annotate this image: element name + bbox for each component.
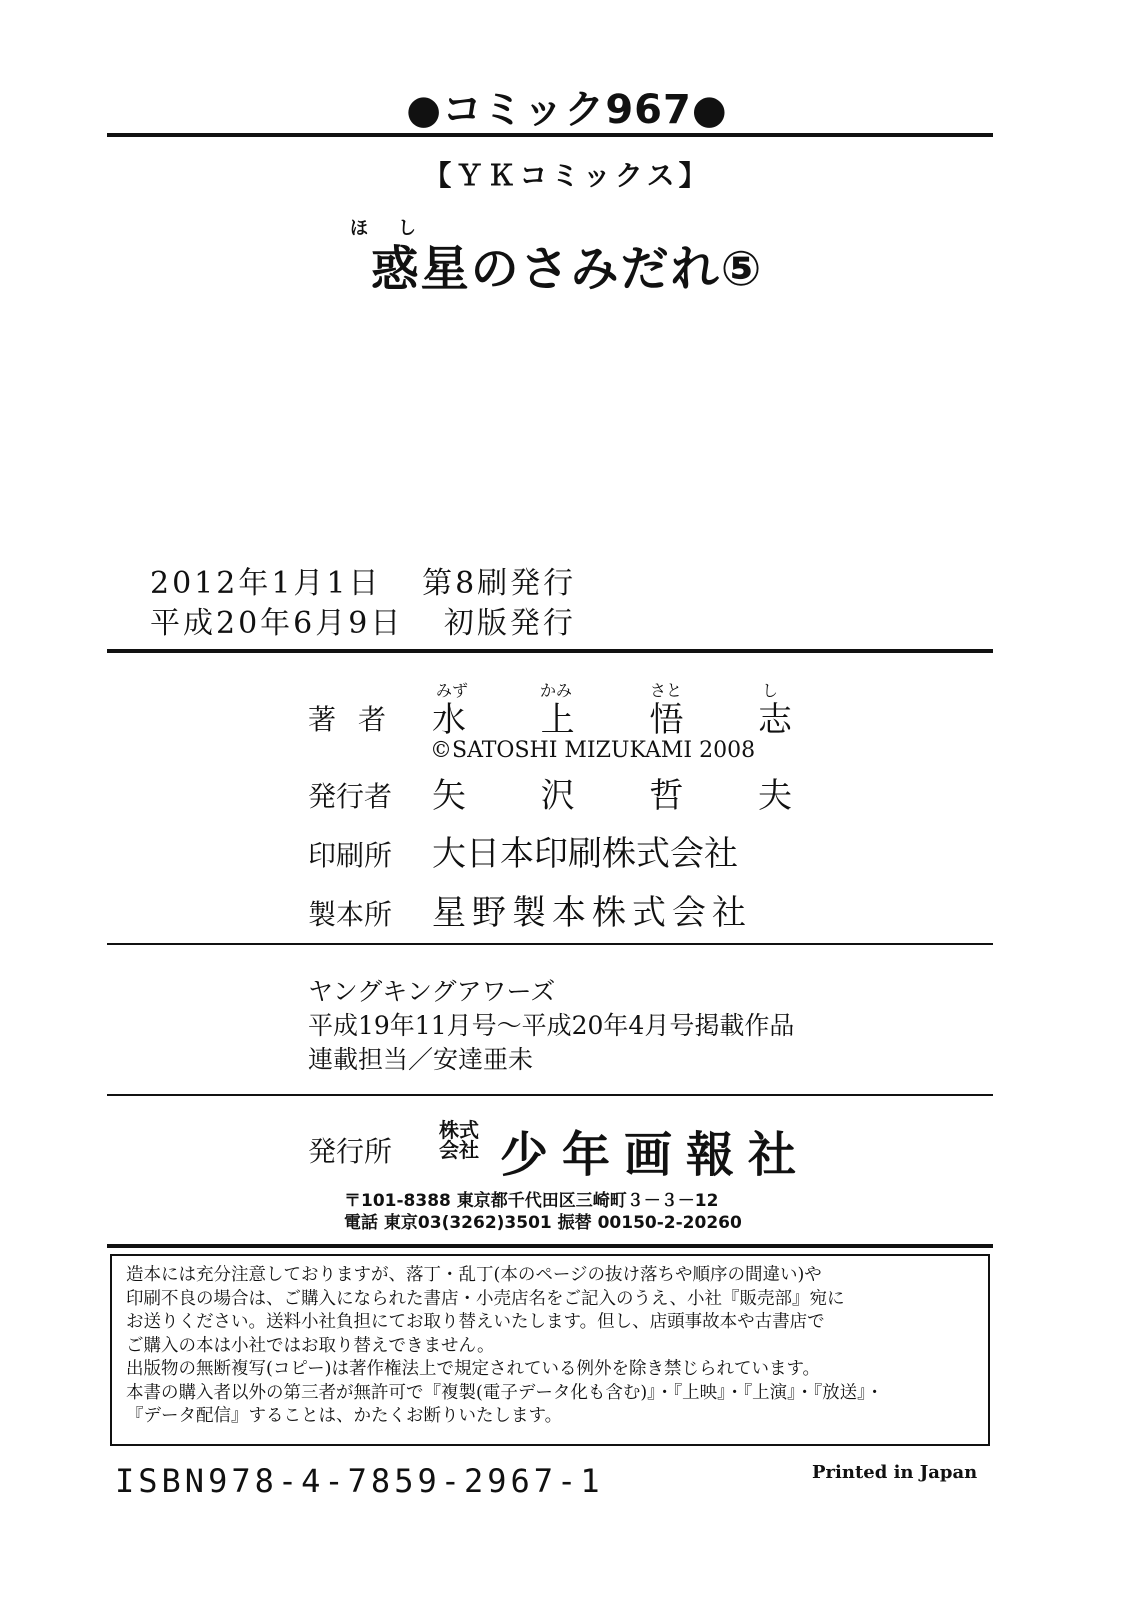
notice-line: 印刷不良の場合は、ご購入になられた書店・小売店名をご記入のうえ、小社『販売部』宛に (126, 1288, 845, 1309)
editor-credit: 連載担当／安達亜未 (308, 1045, 534, 1074)
author-furigana: かみ (540, 681, 573, 700)
publisher-name: 少年画報社 (500, 1127, 811, 1183)
author-furigana: みず (436, 681, 469, 700)
printed-in: Printed in Japan (812, 1462, 978, 1483)
binder-name: 星野製本株式会社 (432, 893, 752, 933)
date-event: 第8刷発行 (422, 566, 577, 601)
divider (107, 943, 993, 945)
divider (107, 133, 993, 137)
kabushiki-gaisha-mark: 株式 会社 (439, 1118, 479, 1162)
publisher-phone: 電話 東京03(3262)3501 振替 00150-2-20260 (344, 1213, 742, 1233)
date: 平成20年6月9日 (150, 606, 404, 641)
date-line (150, 558, 576, 602)
date: 2012年1月1日 (150, 566, 382, 601)
date-line (150, 598, 576, 642)
notice-line: 出版物の無断複写(コピー)は著作権法上で規定されている例外を除き禁じられています。 (126, 1359, 821, 1379)
publisher-label: 発行所 (308, 1135, 393, 1168)
divider (107, 649, 993, 653)
publisher-person-label: 発行者 (308, 780, 393, 813)
divider (107, 1244, 993, 1248)
copyright: ©SATOSHI MIZUKAMI 2008 (430, 738, 756, 763)
author-label: 著者 (308, 703, 409, 736)
divider (107, 1094, 993, 1096)
notice-line: お送りください。送料小社負担にてお取り替えいたします。但し、店頭事故本や古書店で (126, 1312, 825, 1332)
publisher-person-name: 矢 沢 哲 夫 (432, 776, 792, 816)
serialization-period: 平成19年11月号～平成20年4月号掲載作品 (308, 1011, 795, 1040)
notice-line: 本書の購入者以外の第三者が無許可で『複製(電子データ化も含む)』・『上映』・『上演』・『放送』・ (126, 1382, 884, 1403)
magazine-name: ヤングキングアワーズ (308, 977, 556, 1006)
printer-name: 大日本印刷株式会社 (432, 834, 738, 874)
author-name: 水 上 悟 志 (432, 700, 792, 740)
binder-label: 製本所 (308, 898, 393, 931)
author-furigana: し (762, 681, 779, 700)
notice-line: 造本には充分注意しておりますが、落丁・乱丁(本のページの抜け落ちや順序の間違い)や (126, 1265, 822, 1285)
isbn: ISBN978-4-7859-2967-1 (115, 1462, 604, 1500)
title-furigana: ほ (350, 218, 368, 239)
notice-line: ご購入の本は小社ではお取り替えできません。 (126, 1335, 495, 1356)
book-title: 惑星のさみだれ⑤ (370, 241, 764, 297)
series-label: ●コミック967● (406, 87, 728, 133)
imprint-label: 【ＹＫコミックス】 (423, 159, 711, 192)
printer-label: 印刷所 (308, 839, 393, 872)
title-furigana: し (398, 218, 416, 239)
notice-box (110, 1254, 990, 1446)
notice-line: 『データ配信』することは、かたくお断りいたします。 (126, 1406, 563, 1426)
date-event: 初版発行 (443, 606, 576, 641)
publisher-address: 〒101-8388 東京都千代田区三崎町３－３－12 (344, 1191, 719, 1211)
author-furigana: さと (650, 681, 683, 700)
